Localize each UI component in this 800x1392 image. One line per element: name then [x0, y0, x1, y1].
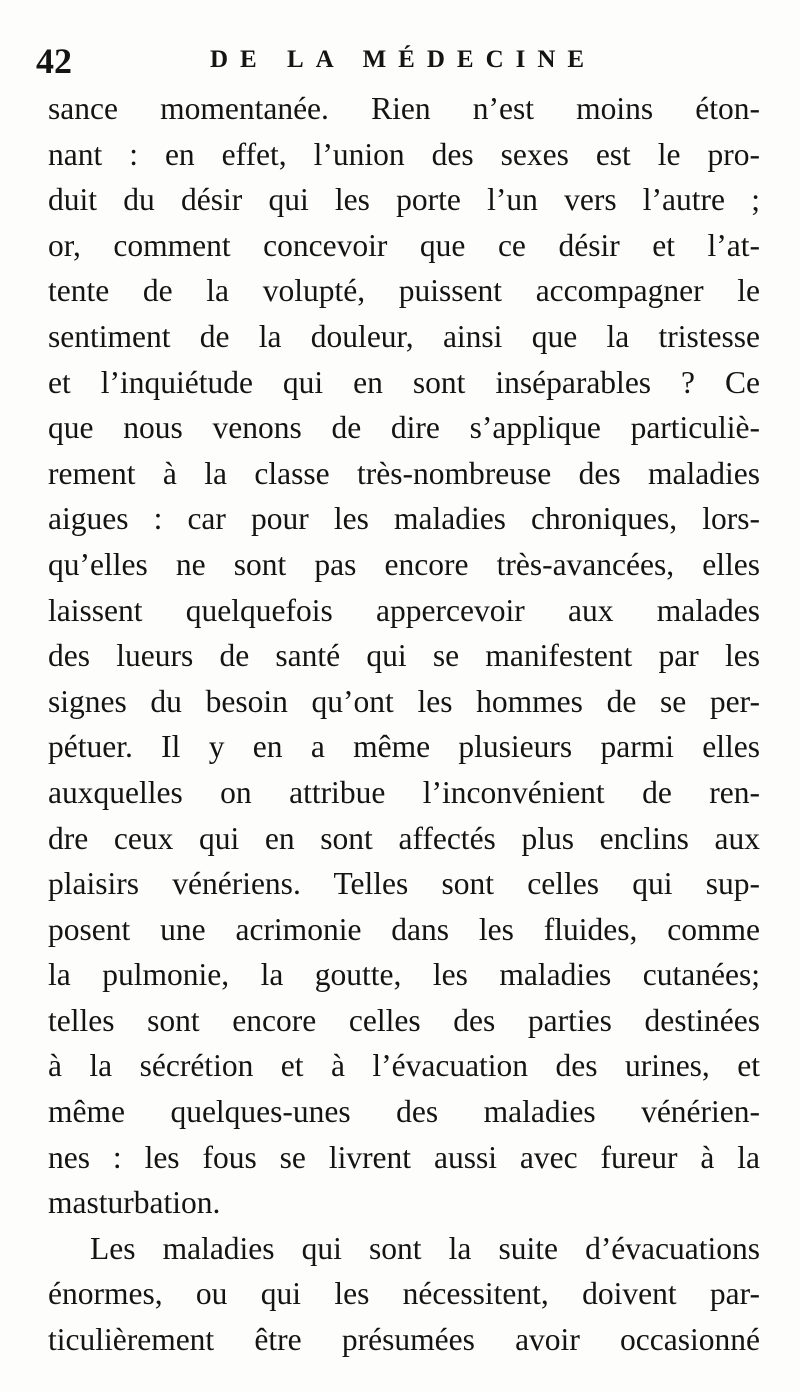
body-text: [48, 86, 760, 1363]
text-line: Les maladies qui sont la suite d’évacuations: [90, 1230, 760, 1266]
text-line: plaisirs vénériens. Telles sont celles qui sup-: [48, 866, 760, 902]
paragraph-2: [48, 1226, 760, 1363]
text-line: nant : en effet, l’union des sexes est le pro-: [48, 136, 760, 172]
running-head: DE LA MÉDECINE: [210, 46, 597, 73]
text-line: pétuer. Il y en a même plusieurs parmi elles: [48, 729, 760, 765]
text-line: sentiment de la douleur, ainsi que la tristesse: [48, 318, 760, 354]
text-line: la pulmonie, la goutte, les maladies cutanées;: [48, 957, 760, 993]
text-line: même quelques-unes des maladies vénérien-: [48, 1094, 760, 1130]
text-line: nes : les fous se livrent aussi avec fureur à la: [48, 1139, 760, 1175]
text-line: auxquelles on attribue l’inconvénient de ren-: [48, 774, 760, 810]
text-line: signes du besoin qu’ont les hommes de se per-: [48, 683, 760, 719]
text-line: or, comment concevoir que ce désir et l’at-: [48, 227, 760, 263]
text-line: telles sont encore celles des parties destinées: [48, 1002, 760, 1038]
text-line: duit du désir qui les porte l’un vers l’autre ;: [48, 182, 760, 218]
text-line: et l’inquiétude qui en sont inséparables ? Ce: [48, 364, 760, 400]
text-line: à la sécrétion et à l’évacuation des urines, et: [48, 1048, 760, 1084]
text-line: ticulièrement être présumées avoir occasionné: [48, 1322, 760, 1358]
text-line: énormes, ou qui les nécessitent, doivent par-: [48, 1276, 760, 1312]
text-line: masturbation.: [48, 1185, 221, 1221]
text-line: dre ceux qui en sont affectés plus enclins aux: [48, 820, 760, 856]
text-line: laissent quelquefois appercevoir aux malades: [48, 592, 760, 628]
text-line: que nous venons de dire s’applique particuliè-: [48, 410, 760, 446]
text-line: rement à la classe très-nombreuse des maladies: [48, 455, 760, 491]
text-line: tente de la volupté, puissent accompagner le: [48, 273, 760, 309]
text-line: aigues : car pour les maladies chroniques, lors-: [48, 501, 760, 537]
text-line: qu’elles ne sont pas encore très-avancées, elles: [48, 546, 760, 582]
text-line: posent une acrimonie dans les fluides, comme: [48, 911, 760, 947]
page-header: [0, 38, 800, 81]
paragraph-1: [48, 86, 760, 1226]
text-line: des lueurs de santé qui se manifestent par les: [48, 638, 760, 674]
text-line: sance momentanée. Rien n’est moins éton-: [48, 91, 760, 126]
page-number: 42: [36, 41, 72, 81]
